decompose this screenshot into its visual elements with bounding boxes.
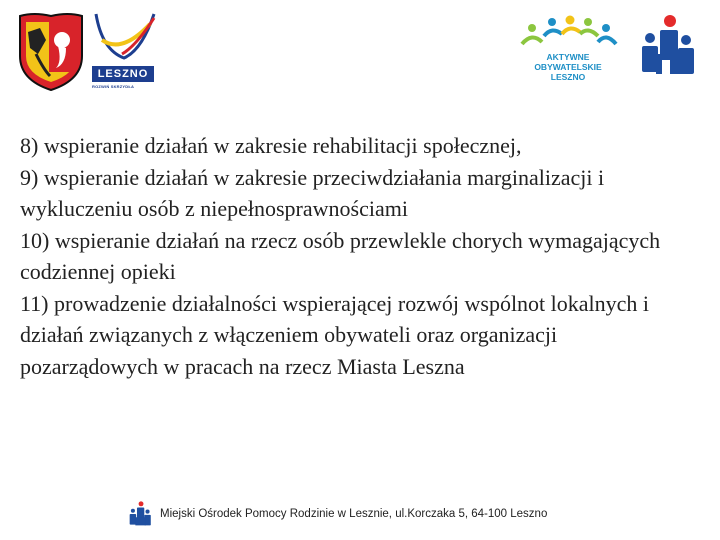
coat-of-arms-icon [16, 10, 86, 92]
leszno-logo-name: LESZNO [92, 66, 154, 82]
list-item-8: 8) wspieranie działań w zakresie rehabilitacji społecznej, [20, 133, 522, 158]
list-item-11: 11) prowadzenie działalności wspierającej rozwój wspólnot lokalnych i działań związanych z włączeniem obywateli oraz organizacji pozarządowych w pracach na rzecz Miasta Leszna [20, 290, 650, 379]
list-item-9: 9) wspieranie działań w zakresie przeciwdziałania marginalizacji i wykluczeniu osób z niepełnosprawnościami [20, 164, 605, 221]
leszno-logo-subtitle: ROZWIŃ SKRZYDŁA [92, 84, 135, 89]
main-text-list [20, 130, 700, 382]
aktywne-figures-logo [518, 14, 618, 90]
aktywne-line-2: OBYWATELSKIE [534, 62, 602, 72]
aktywne-logo-text [518, 52, 618, 82]
footer [126, 500, 547, 528]
mopr-small-icon [126, 501, 152, 527]
list-item-10: 10) wspieranie działań na rzecz osób przewlekle chorych wymagających codziennej opieki [20, 227, 661, 284]
aktywne-line-1: AKTYWNE [546, 52, 590, 62]
mopr-figures-logo [634, 14, 696, 78]
footer-address: Miejski Ośrodek Pomocy Rodzinie w Lesznie, ul.Korczaka 5, 64-100 Leszno [160, 508, 548, 520]
aktywne-line-3: LESZNO [550, 72, 586, 82]
leszno-wings-logo [92, 10, 164, 88]
